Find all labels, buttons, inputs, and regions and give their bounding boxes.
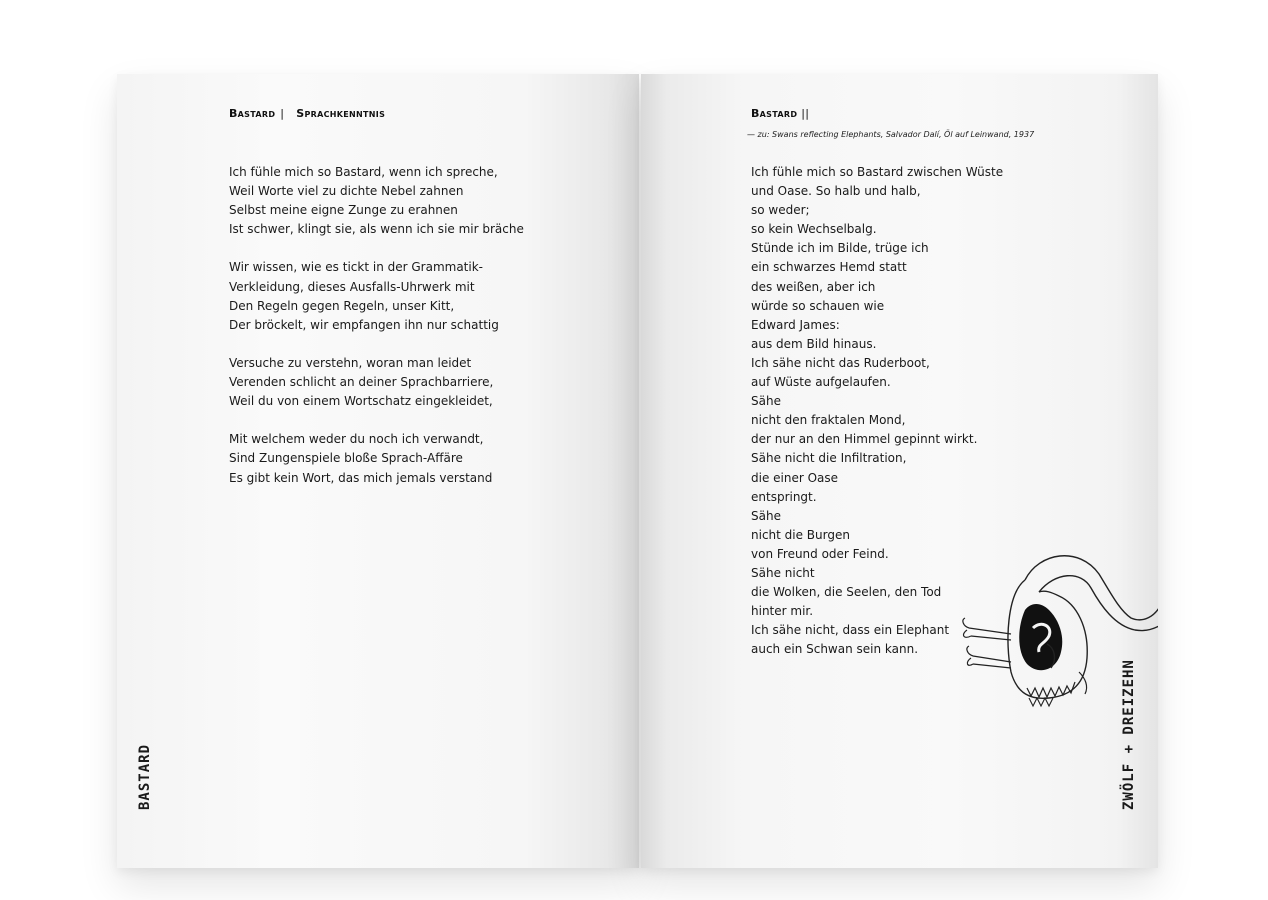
poem-line: Sind Zungenspiele bloße Sprach-Affäre [229, 451, 463, 466]
left-poem [229, 163, 524, 488]
poem-line: Verkleidung, dieses Ausfalls-Uhrwerk mit [229, 279, 475, 294]
left-page [117, 74, 639, 868]
left-page-vertical-title: BASTARD [137, 743, 153, 810]
poem-line: nicht die Burgen [751, 527, 850, 542]
poem-line: von Freund oder Feind. [751, 546, 889, 561]
poem-line: Den Regeln gegen Regeln, unser Kitt, [229, 298, 455, 313]
poem-line: aus dem Bild hinaus. [751, 336, 877, 351]
poem-line: Selbst meine eigne Zunge zu erahnen [229, 203, 458, 218]
right-page [641, 74, 1158, 868]
poem-line: Wir wissen, wie es tickt in der Grammatik- [229, 260, 483, 275]
poem-line: auf Wüste aufgelaufen. [751, 375, 891, 390]
poem-line: Sähe nicht die Infiltration, [751, 451, 907, 466]
poem-line: der nur an den Himmel gepinnt wirkt. [751, 432, 978, 447]
poem-line: entspringt. [751, 489, 817, 504]
poem-line: Weil du von einem Wortschatz eingekleidet, [229, 394, 493, 409]
poem-line: Edward James: [751, 317, 840, 332]
poem-line: Mit welchem weder du noch ich verwandt, [229, 432, 484, 447]
header-separator: | [280, 107, 285, 120]
poem-line: Der bröckelt, wir empfangen ihn nur schattig [229, 317, 499, 332]
poem-line: Versuche zu verstehn, woran man leidet [229, 355, 472, 370]
left-page-title: Bastard [229, 107, 276, 120]
stanza [229, 430, 524, 487]
right-page-vertical-title: ZWÖLF + DREIZEHN [1121, 659, 1137, 810]
poem-line: Ich fühle mich so Bastard, wenn ich spreche, [229, 165, 498, 179]
poem-line: würde so schauen wie [751, 298, 885, 313]
poem-line: Verenden schlicht an deiner Sprachbarriere, [229, 375, 494, 390]
poem-line: Ist schwer, klingt sie, als wenn ich sie mir bräche [229, 222, 524, 237]
right-page-header [751, 107, 821, 120]
stanza [229, 354, 524, 411]
poem-line: ein schwarzes Hemd statt [751, 260, 907, 275]
stanza [229, 258, 524, 334]
poem-line: Ich sähe nicht, dass ein Elephant [751, 623, 950, 638]
poem-line: so kein Wechselbalg. [751, 222, 877, 237]
header-separator: || [801, 107, 810, 120]
poem-line: so weder; [751, 203, 810, 218]
poem-line: Sähe nicht [751, 565, 815, 580]
poem-line: Weil Worte viel zu dichte Nebel zahnen [229, 184, 464, 199]
left-page-header [229, 107, 385, 120]
stanza [229, 163, 524, 239]
poem-line: Sähe [751, 394, 781, 409]
right-page-dedication: — zu: Swans reflecting Elephants, Salvador Dalí, Öl auf Leinwand, 1937 [747, 130, 1035, 139]
poem-line: Es gibt kein Wort, das mich jemals verstand [229, 470, 493, 485]
poem-line: hinter mir. [751, 604, 814, 619]
poem-line: Ich sähe nicht das Ruderboot, [751, 355, 930, 370]
poem-line: Stünde ich im Bilde, trüge ich [751, 241, 929, 256]
poem-line: die einer Oase [751, 470, 839, 485]
poem-line: und Oase. So halb und halb, [751, 184, 921, 199]
right-page-title: Bastard [751, 107, 798, 120]
poem-line: Sähe [751, 508, 781, 523]
poem-line: die Wolken, die Seelen, den Tod [751, 585, 942, 600]
left-page-section-title: Sprachkenntnis [296, 107, 386, 120]
poem-line: des weißen, aber ich [751, 279, 876, 294]
poem-line: auch ein Schwan sein kann. [751, 642, 919, 657]
poem-line: Ich fühle mich so Bastard zwischen Wüste [751, 165, 1004, 179]
poem-line: nicht den fraktalen Mond, [751, 413, 906, 428]
